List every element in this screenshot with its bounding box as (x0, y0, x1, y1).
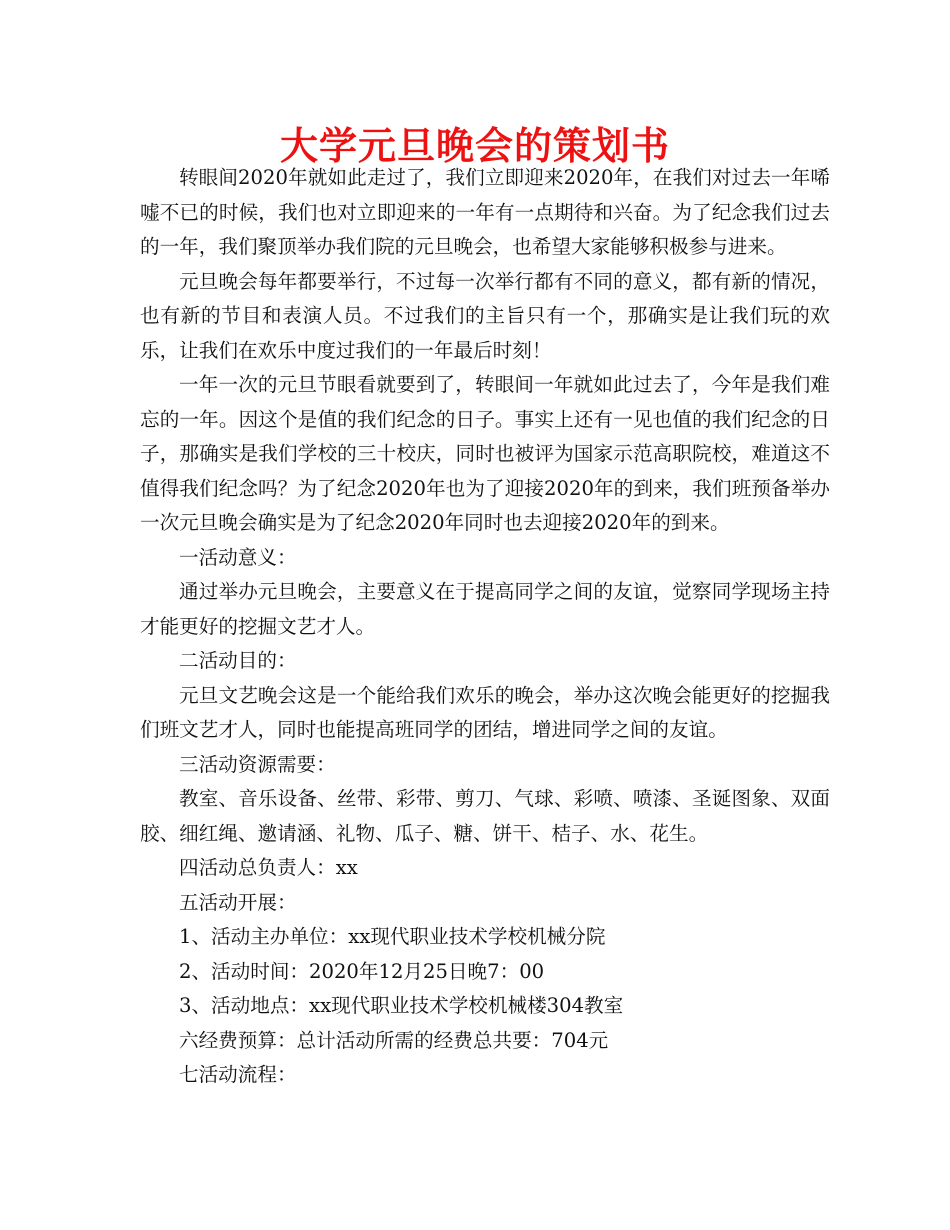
paragraph-activity-purpose: 元旦文艺晚会这是一个能给我们欢乐的晚会，举办这次晚会能更好的挖掘我们班文艺才人，同时也能提高班同学的团结，增进同学之间的友谊。 (140, 683, 830, 741)
document-body (140, 161, 830, 1093)
line-person-in-charge: 四活动总负责人：xx (179, 856, 358, 879)
paragraph-intro: 转眼间2020年就如此走过了，我们立即迎来2020年，在我们对过去一年唏嘘不已的时候，我们也对立即迎来的一年有一点期待和兴奋。为了纪念我们过去的一年，我们聚顶举办我们院的元旦晚会，也希望大家能够积极参与进来。 (140, 166, 830, 258)
heading-activity-purpose: 二活动目的： (179, 649, 297, 672)
paragraph-activity-significance: 通过举办元旦晚会，主要意义在于提高同学之间的友谊，觉察同学现场主持才能更好的挖掘文艺才人。 (140, 580, 830, 638)
heading-activity-execution: 五活动开展： (179, 890, 297, 914)
heading-activity-process: 七活动流程： (179, 1063, 297, 1086)
paragraph-anniversary: 一年一次的元旦节眼看就要到了，转眼间一年就如此过去了，今年是我们难忘的一年。因这个是值的我们纪念的日子。事实上还有一见也值的我们纪念的日子，那确实是我们学校的三十校庆，同时也被评为国家示范高职院校，难道这不值得我们纪念吗？为了纪念2020年也为了迎接2020年的到来，我们班预备举办一次元旦晚会确实是为了纪念2020年同时也去迎接2020年的到来。 (140, 373, 830, 534)
document-title: 大学元旦晚会的策划书 (279, 124, 670, 168)
paragraph-resources-list: 教室、音乐设备、丝带、彩带、剪刀、气球、彩喷、喷漆、圣诞图象、双面胶、细红绳、邀请涵、礼物、瓜子、糖、饼干、桔子、水、花生。 (140, 787, 830, 845)
heading-activity-significance: 一活动意义： (179, 545, 297, 569)
line-organizer: 1、活动主办单位：xx现代职业技术学校机械分院 (179, 925, 606, 948)
paragraph-gala-meaning: 元旦晚会每年都要举行，不过每一次举行都有不同的意义，都有新的情况，也有新的节目和表演人员。不过我们的主旨只有一个，那确实是让我们玩的欢乐，让我们在欢乐中度过我们的一年最后时刻！ (140, 269, 830, 362)
line-budget: 六经费预算：总计活动所需的经费总共要：704元 (179, 1028, 609, 1052)
line-activity-location: 3、活动地点：xx现代职业技术学校机械楼304教室 (179, 994, 624, 1017)
line-activity-time: 2、活动时间：2020年12月25日晚7：00 (179, 959, 545, 983)
heading-resources-needed: 三活动资源需要： (179, 752, 336, 776)
